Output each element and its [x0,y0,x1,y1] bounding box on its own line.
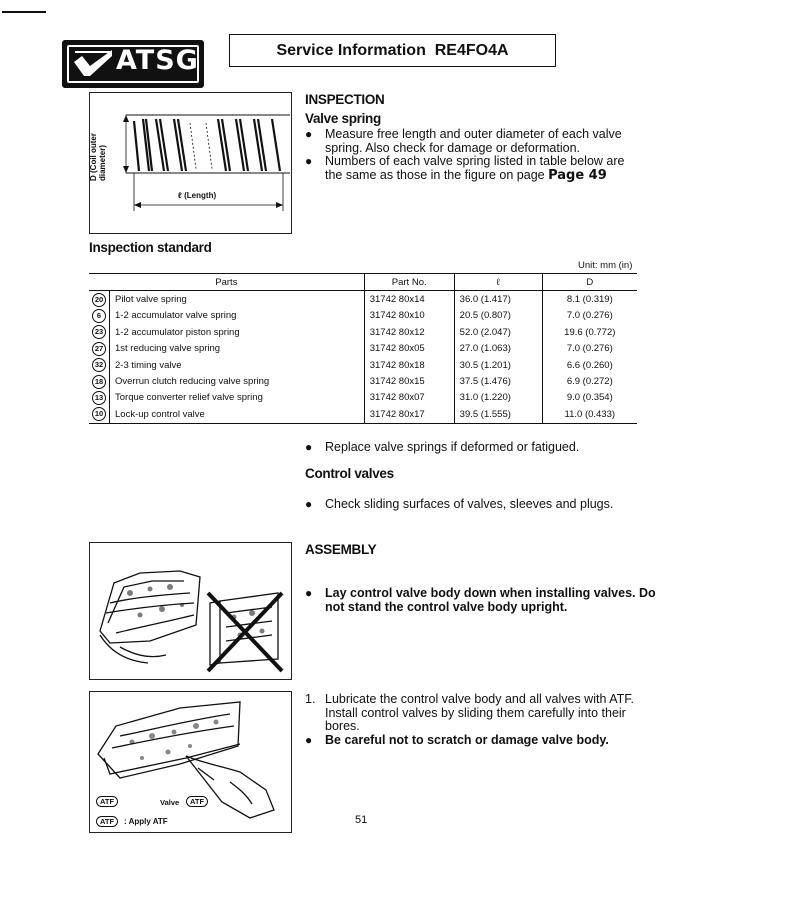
list-item [305,128,640,155]
spring-diagram-icon [90,93,291,233]
part-no: 31742 80x17 [364,406,454,423]
assembly-warning-item [305,587,660,614]
col-diameter: D [542,274,637,291]
part-name: Lock-up control valve [110,406,365,423]
page-reference: Page 49 [548,167,607,183]
col-parts: Parts [89,274,364,291]
assembly-heading: ASSEMBLY [305,542,377,557]
control-valves-text: Check sliding surfaces of valves, sleeves and plugs. [325,496,614,511]
control-valves-heading: Control valves [305,466,394,481]
inspection-standard-table [89,273,637,424]
legend-atf-tag: ATF [96,816,118,827]
valve-install-figure [89,691,292,833]
outer-diameter: 7.0 (0.276) [542,308,637,324]
free-length: 52.0 (2.047) [454,324,542,340]
part-name: Overrun clutch reducing valve spring [115,376,270,388]
valve-install-illustration-icon [90,692,291,832]
assembly-warning-text: Lay control valve body down when installing valves. Do not stand the control valve body upright. [325,586,656,614]
header-title: Service Information RE4FO4A [276,41,509,59]
valve-spring-subheading: Valve spring [305,111,381,126]
table-row [89,357,637,373]
top-rule [2,11,46,13]
part-name: 1-2 accumulator valve spring [115,310,237,322]
replace-note-text: Replace valve springs if deformed or fatigued. [325,440,580,454]
bullet-icon: ● [305,127,313,141]
atsg-logo [62,40,204,88]
table-row [89,373,637,389]
d-label: D (Coil outer diameter) [89,133,107,181]
length-label: ℓ (Length) [178,191,217,200]
free-length: 27.0 (1.063) [454,341,542,357]
item-number-badge: 27 [92,342,106,356]
item-number-badge: 13 [92,391,106,405]
valve-atf-tag: ATF [186,796,208,807]
bullet-text: Measure free length and outer diameter of each valve spring. Also check for damage or deformation. [325,127,622,155]
inspection-heading: INSPECTION [305,92,385,107]
outer-diameter: 6.9 (0.272) [542,373,637,389]
table-row [89,390,637,406]
valve-label: Valve [160,798,180,807]
inspection-standard-heading: Inspection standard [89,240,212,255]
part-no: 31742 80x07 [364,390,454,406]
table-row [89,324,637,340]
part-no: 31742 80x05 [364,341,454,357]
free-length: 37.5 (1.476) [454,373,542,389]
table-row [89,341,637,357]
step-text: Lubricate the control valve body and all valves with ATF. Install control valves by sliding them carefully into their bores. [325,692,634,734]
unit-label: Unit: mm (in) [578,260,633,271]
item-number-badge: 18 [92,375,106,389]
part-name: Torque converter relief valve spring [115,392,263,404]
item-number-badge: 10 [92,407,106,421]
part-no: 31742 80x12 [364,324,454,340]
item-number-badge: 20 [92,293,106,307]
bullet-icon: ● [305,496,313,511]
bullet-text: Numbers of each valve spring listed in table below are the same as those in the figure on page [325,154,625,182]
step-warning-text: Be careful not to scratch or damage valve body. [325,732,609,747]
table-header-row [89,274,637,291]
table-row [89,291,637,308]
part-name: 2-3 timing valve [115,359,182,371]
replace-note [305,441,660,455]
checkmark-logo-icon [72,48,114,78]
apply-atf-legend: : Apply ATF [124,817,168,826]
outer-diameter: 8.1 (0.319) [542,291,637,308]
step-number: 1. [305,692,316,706]
step-warning [305,734,640,748]
free-length: 30.5 (1.201) [454,357,542,373]
atf-tag: ATF [96,796,118,807]
free-length: 36.0 (1.417) [454,291,542,308]
logo-text: ATSG [116,45,199,76]
bullet-icon: ● [305,732,313,747]
free-length: 39.5 (1.555) [454,406,542,423]
free-length: 20.5 (0.807) [454,308,542,324]
part-no: 31742 80x15 [364,373,454,389]
bullet-icon: ● [305,586,313,601]
free-length: 31.0 (1.220) [454,390,542,406]
list-item [305,155,640,182]
item-number-badge: 6 [92,309,106,323]
outer-diameter: 7.0 (0.276) [542,341,637,357]
step-1 [305,693,640,734]
outer-diameter: 9.0 (0.354) [542,390,637,406]
part-name: 1st reducing valve spring [115,343,221,355]
outer-diameter: 19.6 (0.772) [542,324,637,340]
valve-body-illustration-icon [90,543,291,679]
inspection-bullets [305,128,640,182]
col-length: ℓ [454,274,542,291]
bullet-icon: ● [305,440,313,454]
bullet-icon: ● [305,154,313,169]
part-name: Pilot valve spring [115,294,187,306]
valve-body-orientation-figure [89,542,292,680]
item-number-badge: 32 [92,358,106,372]
control-valves-item [305,498,660,512]
outer-diameter: 11.0 (0.433) [542,406,637,423]
part-name: 1-2 accumulator piston spring [115,326,240,338]
part-no: 31742 80x18 [364,357,454,373]
assembly-step [305,693,640,747]
spring-figure [89,92,292,234]
part-no: 31742 80x14 [364,291,454,308]
table-row [89,308,637,324]
page-header [229,34,556,67]
col-part-no: Part No. [364,274,454,291]
table-row [89,406,637,423]
outer-diameter: 6.6 (0.260) [542,357,637,373]
part-no: 31742 80x10 [364,308,454,324]
item-number-badge: 23 [92,325,106,339]
page-number: 51 [355,814,368,826]
